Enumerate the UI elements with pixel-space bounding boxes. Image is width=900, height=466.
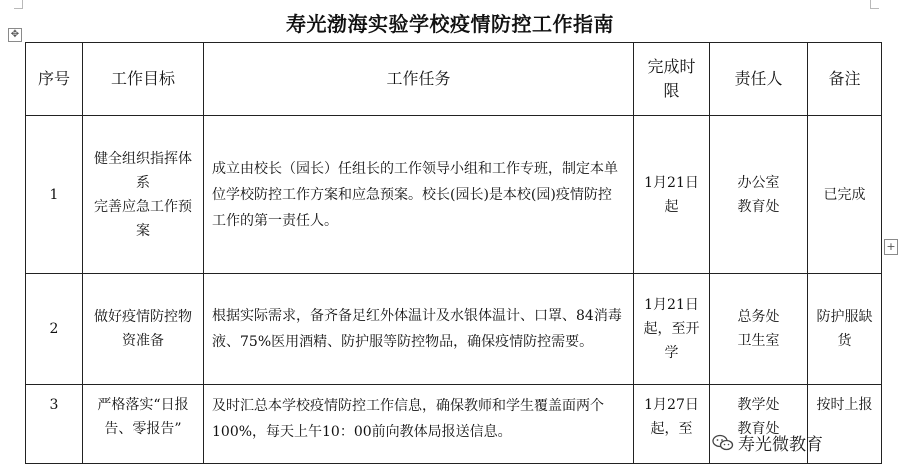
guideline-table (25, 42, 882, 464)
cell-goal: 健全组织指挥体系 完善应急工作预案 (83, 116, 204, 274)
cell-task: 根据实际需求，备齐备足红外体温计及水银体温计、口罩、84消毒液、75%医用酒精、防护服等防控物品，确保疫情防控需要。 (204, 274, 634, 385)
cell-goal: 做好疫情防控物资准备 (83, 274, 204, 385)
cell-index: 2 (26, 274, 83, 385)
watermark (712, 430, 823, 455)
cell-deadline: 1月21日起 (634, 116, 710, 274)
wechat-icon (712, 434, 734, 452)
document-title: 寿光渤海实验学校疫情防控工作指南 (286, 12, 614, 36)
header-note: 备注 (808, 43, 882, 116)
header-index: 序号 (26, 43, 83, 116)
watermark-text: 寿光微教育 (738, 435, 823, 455)
cell-index: 1 (26, 116, 83, 274)
cell-note: 按时上报 (808, 385, 882, 464)
header-deadline: 完成时限 (634, 43, 710, 116)
cell-task: 成立由校长（园长）任组长的工作领导小组和工作专班，制定本单位学校防控工作方案和应急预案。校长(园长)是本校(园)疫情防控工作的第一责任人。 (204, 116, 634, 274)
cell-note: 防护服缺货 (808, 274, 882, 385)
add-row-handle[interactable] (884, 239, 898, 255)
header-goal: 工作目标 (83, 43, 204, 116)
cell-owner: 办公室 教育处 (710, 116, 808, 274)
table-row (26, 116, 882, 274)
move-arrows-icon: ✥ (10, 29, 20, 40)
plus-icon: + (886, 240, 896, 253)
header-task: 工作任务 (204, 43, 634, 116)
cell-owner: 教学处 教育处 (710, 385, 808, 464)
cell-index: 3 (26, 385, 83, 464)
header-owner: 责任人 (710, 43, 808, 116)
cell-deadline: 1月21日起，至开学 (634, 274, 710, 385)
cell-goal: 严格落实“日报告、零报告” (83, 385, 204, 464)
table-header-row (26, 43, 882, 116)
cell-owner: 总务处 卫生室 (710, 274, 808, 385)
table-row (26, 274, 882, 385)
cell-note: 已完成 (808, 116, 882, 274)
cell-task: 及时汇总本学校疫情防控工作信息，确保教师和学生覆盖面两个100%，每天上午10：00前向教体局报送信息。 (204, 385, 634, 464)
cell-deadline: 1月27日起，至 (634, 385, 710, 464)
